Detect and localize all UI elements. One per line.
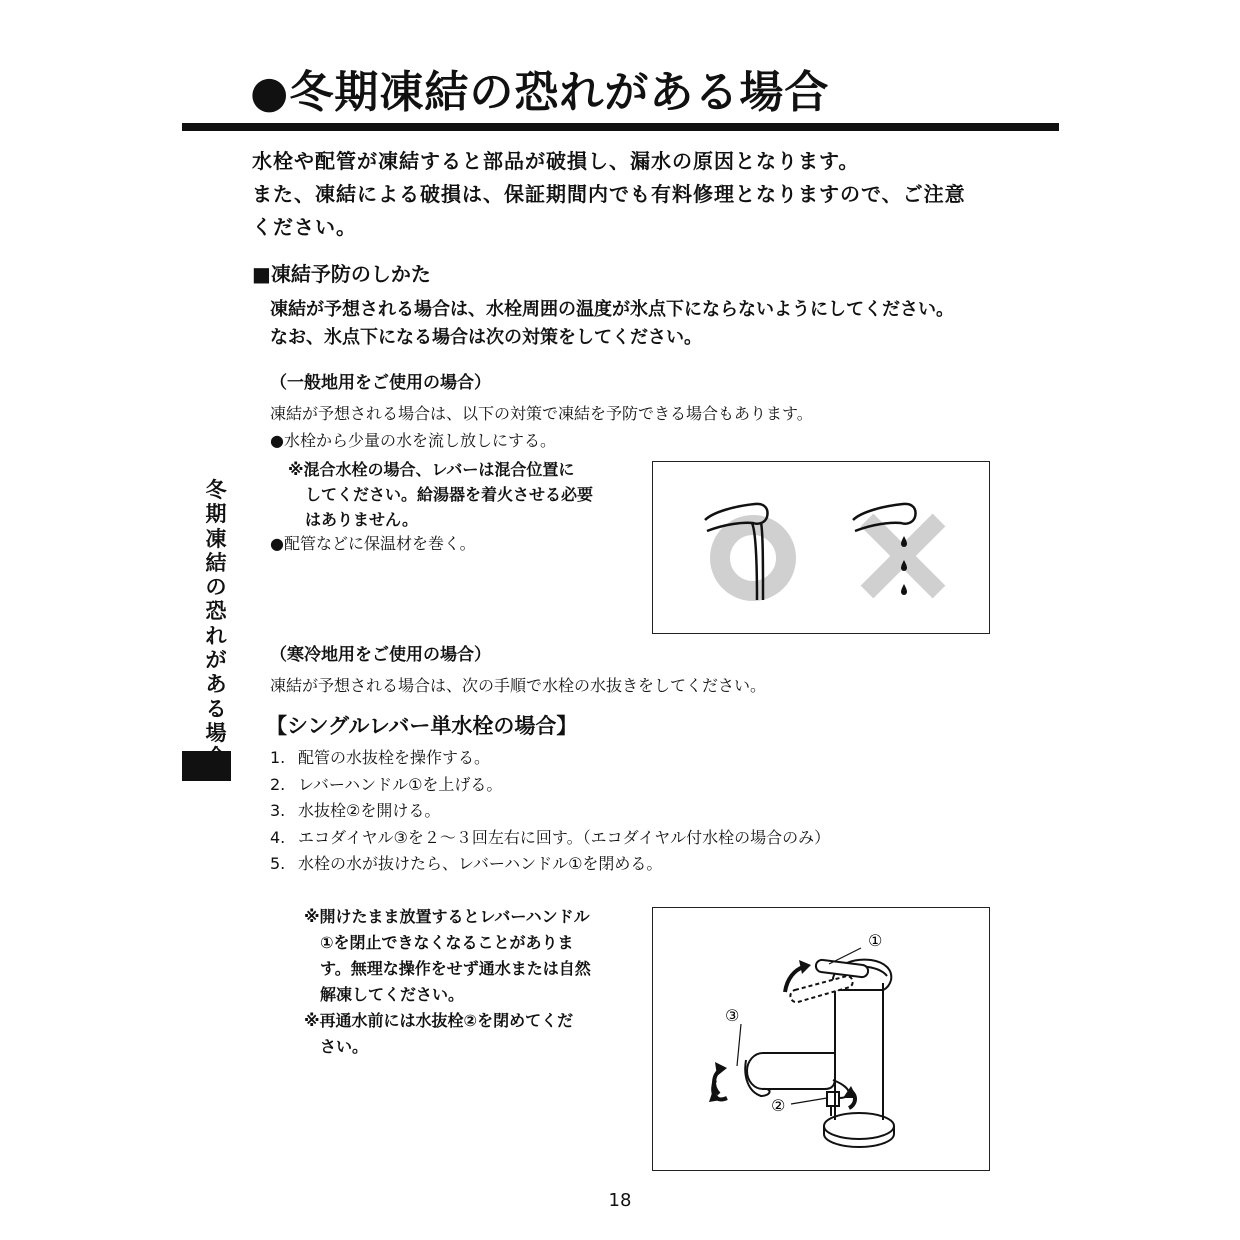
drain-note-line-2: ①を閉止できなくなることがありま [320, 933, 574, 952]
drain-plug-icon [827, 1092, 839, 1116]
prevention-line-2: なお、氷点下になる場合は次の対策をしてください。 [270, 327, 702, 348]
cross-mark-icon [867, 520, 939, 592]
list-item: 3. 水抜栓②を開ける。 [270, 801, 441, 820]
drain-note-line-4: 解凍してください。 [320, 985, 465, 1004]
cold-heading: （寒冷地用をご使用の場合） [270, 645, 491, 665]
list-item: 5. 水栓の水が抜けたら、レバーハンドル①を閉める。 [270, 854, 663, 873]
general-heading: （一般地用をご使用の場合） [270, 373, 491, 393]
intro-line-2: また、凍結による破損は、保証期間内でも有料修理となりますので、ご注意 [252, 182, 966, 206]
callout-label-dial: ③ [725, 1006, 740, 1025]
side-tab-label: 冬期凍結の恐れがある場 [205, 478, 227, 745]
general-bullet-2: ●配管などに保温材を巻く。 [270, 534, 476, 553]
general-bullet-1: ●水栓から少量の水を流し放しにする。 [270, 431, 556, 450]
general-note-line-1: ※混合水栓の場合、レバーは混合位置に [288, 460, 575, 479]
side-tab-marker [182, 751, 231, 781]
title-divider [182, 123, 1059, 131]
single-lever-heading: 【シングルレバー単水栓の場合】 [266, 714, 578, 738]
circle-mark-icon [720, 525, 786, 591]
single-lever-faucet-illustration [653, 908, 989, 1170]
prevention-heading: ■凍結予防のしかた [252, 262, 431, 286]
intro-line-3: ください。 [252, 215, 357, 239]
list-item: 2. レバーハンドル①を上げる。 [270, 774, 503, 794]
water-drop-icon [901, 536, 907, 595]
eco-dial-rotate-icon [709, 1062, 727, 1102]
faucet-drip-figure [652, 461, 990, 634]
list-item: 1. 配管の水抜栓を操作する。 [270, 748, 491, 767]
drain-steps-list [270, 745, 830, 878]
drain-note-line-6: さい。 [320, 1037, 369, 1056]
drain-note-line-5: ※再通水前には水抜栓②を閉めてくだ [304, 1011, 574, 1030]
intro-line-1: 水栓や配管が凍結すると部品が破損し、漏水の原因となります。 [252, 149, 860, 173]
cold-desc: 凍結が予想される場合は、次の手順で水栓の水抜きをしてください。 [270, 676, 767, 695]
general-note-line-2: してください。給湯器を着火させる必要 [305, 485, 594, 504]
page-number: 18 [608, 1190, 632, 1211]
page-title: ●冬期凍結の恐れがある場合 [250, 67, 830, 118]
drain-note-line-3: す。無理な操作をせず通水または自然 [320, 959, 591, 978]
general-desc: 凍結が予想される場合は、以下の対策で凍結を予防できる場合もあります。 [270, 404, 813, 423]
faucet-drip-illustration [653, 462, 989, 633]
single-lever-faucet-figure [652, 907, 990, 1171]
list-item: 4. エコダイヤル③を２～３回左右に回す。（エコダイヤル付水栓の場合のみ） [270, 827, 831, 847]
drain-note-line-1: ※開けたまま放置するとレバーハンドル [304, 907, 590, 926]
prevention-line-1: 凍結が予想される場合は、水栓周囲の温度が氷点下にならないようにしてください。 [270, 299, 954, 320]
callout-label-drain: ② [771, 1096, 786, 1115]
drain-rotate-arrow-icon [843, 1086, 857, 1108]
general-note-line-3: はありません。 [305, 510, 418, 529]
callout-label-lever: ① [868, 931, 883, 950]
